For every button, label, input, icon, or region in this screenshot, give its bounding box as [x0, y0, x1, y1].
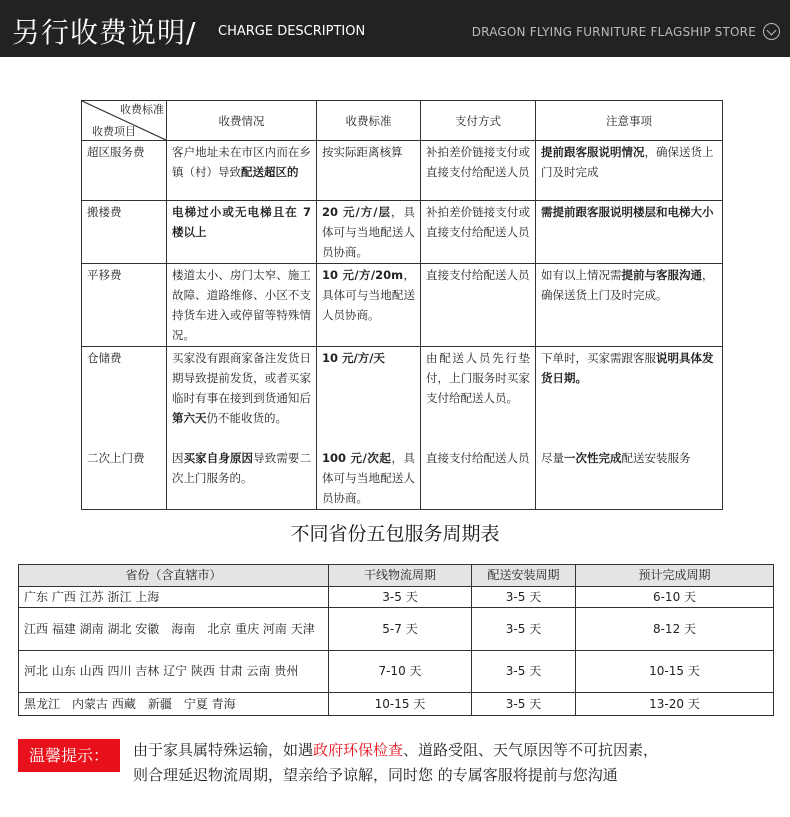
tip-line-2: 则合理延迟物流周期，望亲给予谅解，同时您 的专属客服将提前与您沟通: [133, 766, 618, 784]
cycle-table-title: 不同省份五包服务周期表: [290, 523, 500, 545]
charge-standard: 10 元/方/20m，具体可与当地配送人员协商。: [317, 264, 421, 347]
charge-situation: 因买家自身原因导致需要二次上门服务的。: [167, 447, 317, 510]
tip-badge: 温馨提示：: [18, 739, 120, 772]
trunk-cycle-cell: 7-10 天: [329, 651, 472, 693]
table-row: [19, 651, 774, 693]
total-cycle-cell: 6-10 天: [576, 587, 774, 608]
column-header: 收费标准: [317, 101, 421, 141]
page-title: 另行收费说明/: [12, 16, 197, 49]
column-header: 省份（含直辖市）: [19, 565, 329, 587]
charge-payment: 直接支付给配送人员: [421, 447, 536, 510]
charge-payment: 补拍差价链接支付或直接支付给配送人员: [421, 201, 536, 264]
table-row: [82, 347, 723, 447]
charge-note: 下单时，买家需跟客服说明具体发货日期。: [536, 347, 723, 447]
chevron-down-circle-icon[interactable]: [763, 23, 780, 40]
column-header: 配送安装周期: [472, 565, 576, 587]
total-cycle-cell: 10-15 天: [576, 651, 774, 693]
charge-note: 需提前跟客服说明楼层和电梯大小: [536, 201, 723, 264]
install-cycle-cell: 3-5 天: [472, 587, 576, 608]
column-header: 干线物流周期: [329, 565, 472, 587]
table-row: [82, 264, 723, 347]
charge-note: 尽量一次性完成配送安装服务: [536, 447, 723, 510]
total-cycle-cell: 13-20 天: [576, 693, 774, 716]
page-subtitle: CHARGE DESCRIPTION: [218, 24, 366, 39]
page-header: [0, 0, 790, 57]
charge-item: 搬楼费: [82, 201, 167, 264]
charge-standard: 10 元/方/天: [317, 347, 421, 447]
total-cycle-cell: 8-12 天: [576, 608, 774, 651]
column-header: 注意事项: [536, 101, 723, 141]
trunk-cycle-cell: 10-15 天: [329, 693, 472, 716]
charge-item: 超区服务费: [82, 141, 167, 201]
table-row: [19, 587, 774, 608]
provinces-cell: 河北 山东 山西 四川 吉林 辽宁 陕西 甘肃 云南 贵州: [19, 651, 329, 693]
trunk-cycle-cell: 3-5 天: [329, 587, 472, 608]
charge-table: [81, 100, 723, 510]
charge-situation: 楼道太小、房门太窄、施工故障、道路维修、小区不支持货车进入或停留等特殊情况。: [167, 264, 317, 347]
trunk-cycle-cell: 5-7 天: [329, 608, 472, 651]
charge-standard: 按实际距离核算: [317, 141, 421, 201]
charge-situation: 买家没有跟商家备注发货日期导致提前发货，或者买家临时有事在接到到货通知后第六天仍不能收货的。: [167, 347, 317, 447]
charge-payment: 补拍差价链接支付或直接支付给配送人员: [421, 141, 536, 201]
charge-item: 二次上门费: [82, 447, 167, 510]
tip-highlight: 政府环保检查: [313, 741, 404, 759]
charge-payment: 由配送人员先行垫付，上门服务时买家支付给配送人员。: [421, 347, 536, 447]
store-name: DRAGON FLYING FURNITURE FLAGSHIP STORE: [471, 25, 756, 39]
provinces-cell: 广东 广西 江苏 浙江 上海: [19, 587, 329, 608]
install-cycle-cell: 3-5 天: [472, 651, 576, 693]
column-header: 支付方式: [421, 101, 536, 141]
cycle-table-header: [19, 565, 774, 587]
table-row: [82, 447, 723, 510]
charge-standard: 100 元/次起，具体可与当地配送人员协商。: [317, 447, 421, 510]
charge-item: 仓储费: [82, 347, 167, 447]
charge-note: 提前跟客服说明情况，确保送货上门及时完成: [536, 141, 723, 201]
charge-situation: 客户地址未在市区内而在乡镇（村）导致配送超区的: [167, 141, 317, 201]
tip-line-1: 由于家具属特殊运输，如遇政府环保检查、道路受阻、天气原因等不可抗因素，: [133, 741, 659, 759]
install-cycle-cell: 3-5 天: [472, 693, 576, 716]
tip-text: [133, 738, 658, 788]
table-row: [19, 693, 774, 716]
column-header: 预计完成周期: [576, 565, 774, 587]
table-row: [82, 201, 723, 264]
column-header: 收费情况: [167, 101, 317, 141]
install-cycle-cell: 3-5 天: [472, 608, 576, 651]
charge-item: 平移费: [82, 264, 167, 347]
charge-payment: 直接支付给配送人员: [421, 264, 536, 347]
cycle-table: [18, 564, 774, 716]
table-row: [82, 141, 723, 201]
charge-note: 如有以上情况需提前与客服沟通，确保送货上门及时完成。: [536, 264, 723, 347]
corner-bottom-label: 收费项目: [92, 125, 136, 138]
provinces-cell: 江西 福建 湖南 湖北 安徽 海南 北京 重庆 河南 天津: [19, 608, 329, 651]
corner-top-label: 收费标准: [120, 103, 164, 116]
table-row: [19, 608, 774, 651]
charge-situation: 电梯过小或无电梯且在 7 楼以上: [167, 201, 317, 264]
charge-standard: 20 元/方/层，具体可与当地配送人员协商。: [317, 201, 421, 264]
provinces-cell: 黑龙江 内蒙古 西藏 新疆 宁夏 青海: [19, 693, 329, 716]
charge-table-header: [82, 101, 723, 141]
corner-cell: [82, 101, 167, 141]
